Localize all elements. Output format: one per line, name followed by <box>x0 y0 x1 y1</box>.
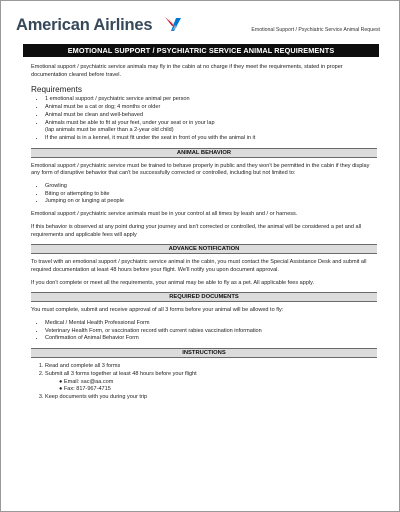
advance-paragraph: To travel with an emotional support / psychiatric service animal in the cabin, you must contact the Special Assistance Desk and submit all required documentation at least 48 hours before your flight. We'll notify you upon document approval. <box>31 259 367 273</box>
document-name: Emotional Support / Psychiatric Service Animal Request <box>251 27 380 33</box>
list-item-text: Submit all 3 forms together at least 48 hours before your flight <box>45 370 197 377</box>
list-item: • Growling <box>45 183 377 191</box>
list-item: • Biting or attempting to bite <box>45 191 377 199</box>
list-item: 3. Keep documents with you during your trip <box>45 394 377 402</box>
list-item-text: Animals must be able to fit at your feet, under your seat or in your lap <box>45 119 215 126</box>
list-item-note: (lap animals must be smaller than a 2-year old child) <box>45 127 174 134</box>
requirements-list <box>31 96 377 142</box>
list-item: • Veterinary Health Form, or vaccination record with current rabies vaccination information <box>45 328 377 336</box>
behavior-paragraph: Emotional support / psychiatric service must be trained to behave properly in public and they won't be permitted in the cabin if they display any form of disruptive behavior that can't be successfully corrected or controlled, including but not limited to: <box>31 162 370 177</box>
list-item: • Jumping on or lunging at people <box>45 198 377 206</box>
observed-behavior-paragraph: If this behavior is observed at any point during your journey and isn't corrected or controlled, the animal will be considered a pet and all requirements and applicable fees will apply <box>31 223 362 238</box>
list-item: • Animal must be clean and well-behaved <box>45 112 377 120</box>
list-item <box>45 120 377 135</box>
instructions-heading: INSTRUCTIONS <box>31 348 377 358</box>
documents-list <box>31 320 377 343</box>
email-contact: ● Email: sac@aa.com <box>59 378 114 385</box>
list-item: • Confirmation of Animal Behavior Form <box>45 335 377 343</box>
advance-notification-heading: ADVANCE NOTIFICATION <box>31 244 377 254</box>
list-item: • 1 emotional support / psychiatric service animal per person <box>45 96 377 104</box>
document-title: EMOTIONAL SUPPORT / PSYCHIATRIC SERVICE ANIMAL REQUIREMENTS <box>23 44 379 57</box>
fax-contact: ● Fax: 817-967-4715 <box>59 386 111 393</box>
intro-paragraph: Emotional support / psychiatric service animals may fly in the cabin at no charge if they meet the requirements, stated in proper documentation cleared before travel. <box>31 64 343 78</box>
email-text: Email: sac@aa.com <box>63 378 114 385</box>
documents-paragraph: You must complete, submit and receive approval of all 3 forms before your animal will be allowed to fly: <box>31 307 284 314</box>
document-body <box>31 64 377 407</box>
list-item: • If the animal is in a kennel, it must fit under the seat in front of you with the animal in it <box>45 135 377 143</box>
page-header <box>16 15 384 37</box>
required-documents-heading: REQUIRED DOCUMENTS <box>31 292 377 302</box>
list-item: 1. Read and complete all 3 forms <box>45 363 377 371</box>
instructions-list <box>31 363 377 402</box>
list-item: • Medical / Mental Health Professional Form <box>45 320 377 328</box>
animal-behavior-heading: ANIMAL BEHAVIOR <box>31 148 377 158</box>
fly-as-pet-paragraph: If you don't complete or meet all the requirements, your animal may be able to fly as a pet. All applicable fees apply. <box>31 279 315 286</box>
requirements-heading: Requirements <box>31 85 82 95</box>
behavior-list <box>31 183 377 206</box>
fax-text: Fax: 817-967-4715 <box>63 386 111 393</box>
brand-logo-text: American Airlines <box>16 16 153 34</box>
flight-symbol-icon <box>163 16 183 33</box>
list-item <box>45 371 377 394</box>
control-paragraph: Emotional support / psychiatric service animals must be in your control at all times by leash and / or harness. <box>31 211 298 218</box>
contact-list <box>45 379 377 394</box>
list-item: • Animal must be a cat or dog; 4 months or older <box>45 104 377 112</box>
